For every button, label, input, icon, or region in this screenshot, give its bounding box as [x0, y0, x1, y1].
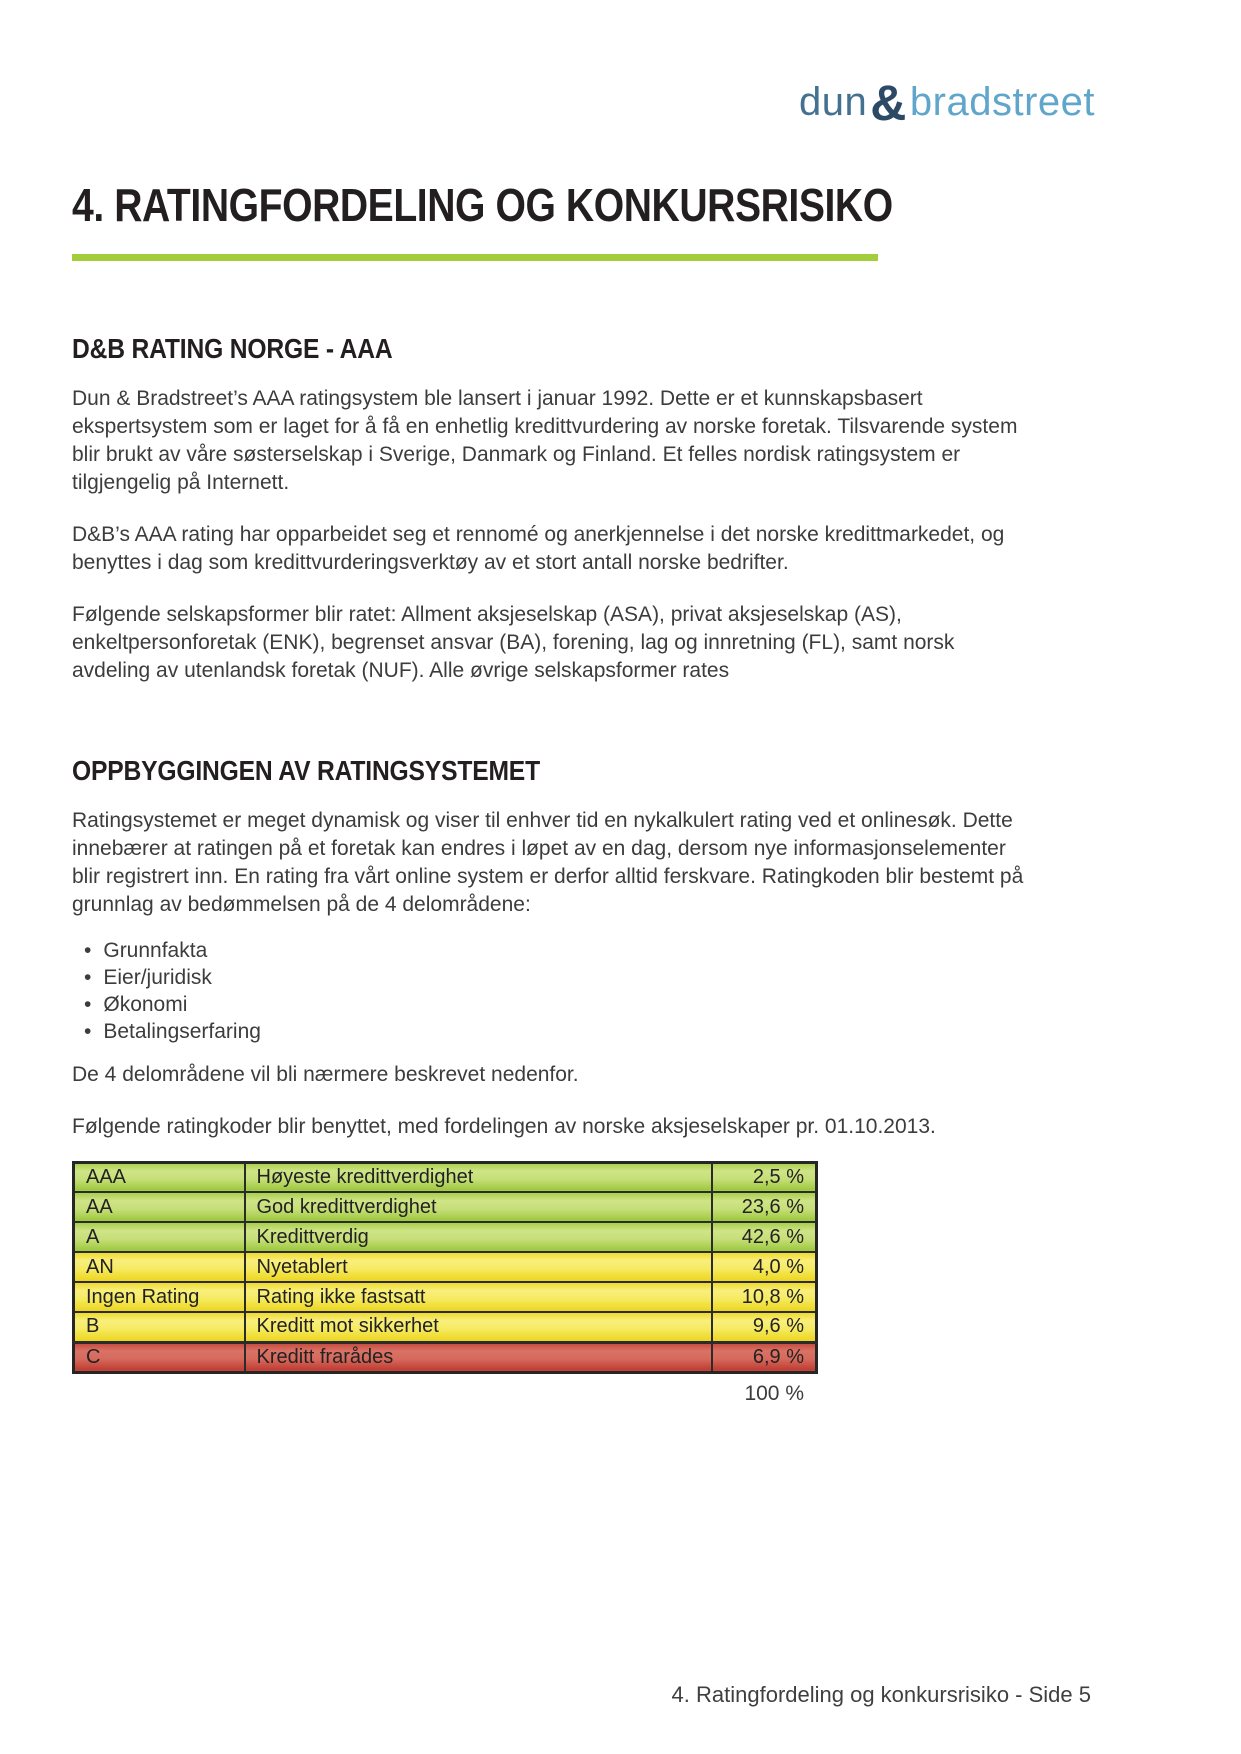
section-heading-db-rating-norge: D&B RATING NORGE - AAA [72, 332, 393, 364]
page-title: 4. RATINGFORDELING OG KONKURSRISIKO [72, 179, 893, 231]
rating-row-an [74, 1252, 817, 1282]
logo-text-dun: dun [799, 80, 868, 124]
rating-row-aa [74, 1192, 817, 1222]
rating-cell-pct: 2,5 % [712, 1162, 817, 1192]
rating-row-ingen-rating [74, 1282, 817, 1312]
rating-row-b [74, 1312, 817, 1342]
rating-cell-desc: Nyetablert [245, 1252, 712, 1282]
paragraph-ratingkoder: Følgende ratingkoder blir benyttet, med fordelingen av norske aksjeselskaper pr. 01.10.2013. [72, 1114, 936, 1138]
rating-row-a [74, 1222, 817, 1252]
rating-cell-code: C [74, 1342, 245, 1372]
rating-distribution-table [72, 1161, 818, 1374]
paragraph-ratingsystem-dynamisk: Ratingsystemet er meget dynamisk og viser til enhver tid en nykalkulert rating ved et onlinesøk. Dette innebærer at ratingen på et foretak kan endres i løpet av en dag, dersom nye informasjonselementer blir registrert inn. En rating fra vårt online system er derfor alltid ferskvare. Ratingkoden blir bestemt på grunnlag av bedømmelsen på de 4 delområdene: [72, 808, 1024, 916]
rating-cell-pct: 6,9 % [712, 1342, 817, 1372]
rating-cell-pct: 9,6 % [712, 1312, 817, 1342]
section-heading-oppbygging: OPPBYGGINGEN AV RATINGSYSTEMET [72, 754, 540, 786]
accent-rule [72, 254, 878, 261]
rating-cell-pct: 23,6 % [712, 1192, 817, 1222]
rating-area-item: • Eier/juridisk [84, 964, 1241, 991]
rating-cell-code: AA [74, 1192, 245, 1222]
rating-cell-pct: 10,8 % [712, 1282, 817, 1312]
rating-cell-code: Ingen Rating [74, 1282, 245, 1312]
rating-area-item: • Økonomi [84, 991, 1241, 1018]
rating-cell-code: AAA [74, 1162, 245, 1192]
rating-table-body [74, 1162, 817, 1372]
rating-cell-desc: Kreditt frarådes [245, 1342, 712, 1372]
rating-cell-desc: Kredittverdig [245, 1222, 712, 1252]
dnb-logo [799, 74, 1095, 132]
rating-areas-list [84, 937, 1241, 1045]
logo-ampersand-icon: & [870, 75, 907, 131]
rating-row-c [74, 1342, 817, 1372]
paragraph-rating-intro: Dun & Bradstreet’s AAA ratingsystem ble lansert i januar 1992. Dette er et kunnskapsbasert ekspertsystem som er laget for å få en enhetlig kredittvurdering av norske foretak. Tilsvarende system blir brukt av våre søsterselskap i Sverige, Danmark og Finland. Et felles nordisk ratingsystem er tilgjengelig på Internett. [72, 386, 1018, 494]
table-total: 100 % [744, 1381, 804, 1405]
rating-cell-desc: Rating ikke fastsatt [245, 1282, 712, 1312]
rating-cell-pct: 42,6 % [712, 1222, 817, 1252]
rating-cell-code: AN [74, 1252, 245, 1282]
rating-cell-desc: Kreditt mot sikkerhet [245, 1312, 712, 1342]
paragraph-rating-renome: D&B’s AAA rating har opparbeidet seg et rennomé og anerkjennelse i det norske kredittmarkedet, og benyttes i dag som kredittvurderingsverktøy av et stort antall norske bedrifter. [72, 522, 1005, 574]
rating-area-item: • Betalingserfaring [84, 1018, 1241, 1045]
rating-cell-code: A [74, 1222, 245, 1252]
paragraph-delomrader: De 4 delområdene vil bli nærmere beskrevet nedenfor. [72, 1062, 579, 1086]
rating-row-aaa [74, 1162, 817, 1192]
rating-cell-code: B [74, 1312, 245, 1342]
rating-area-item: • Grunnfakta [84, 937, 1241, 964]
logo-text-bradstreet: bradstreet [909, 80, 1095, 124]
rating-cell-desc: God kredittverdighet [245, 1192, 712, 1222]
rating-cell-pct: 4,0 % [712, 1252, 817, 1282]
page-footer: 4. Ratingfordeling og konkursrisiko - Side 5 [671, 1682, 1091, 1707]
rating-cell-desc: Høyeste kredittverdighet [245, 1162, 712, 1192]
paragraph-selskapsformer: Følgende selskapsformer blir ratet: Allment aksjeselskap (ASA), privat aksjeselskap (AS), enkeltpersonforetak (ENK), begrenset ansvar (BA), forening, lag og innretning (FL), samt norsk avdeling av utenlandsk foretak (NUF). Alle øvrige selskapsformer rates [72, 602, 955, 682]
